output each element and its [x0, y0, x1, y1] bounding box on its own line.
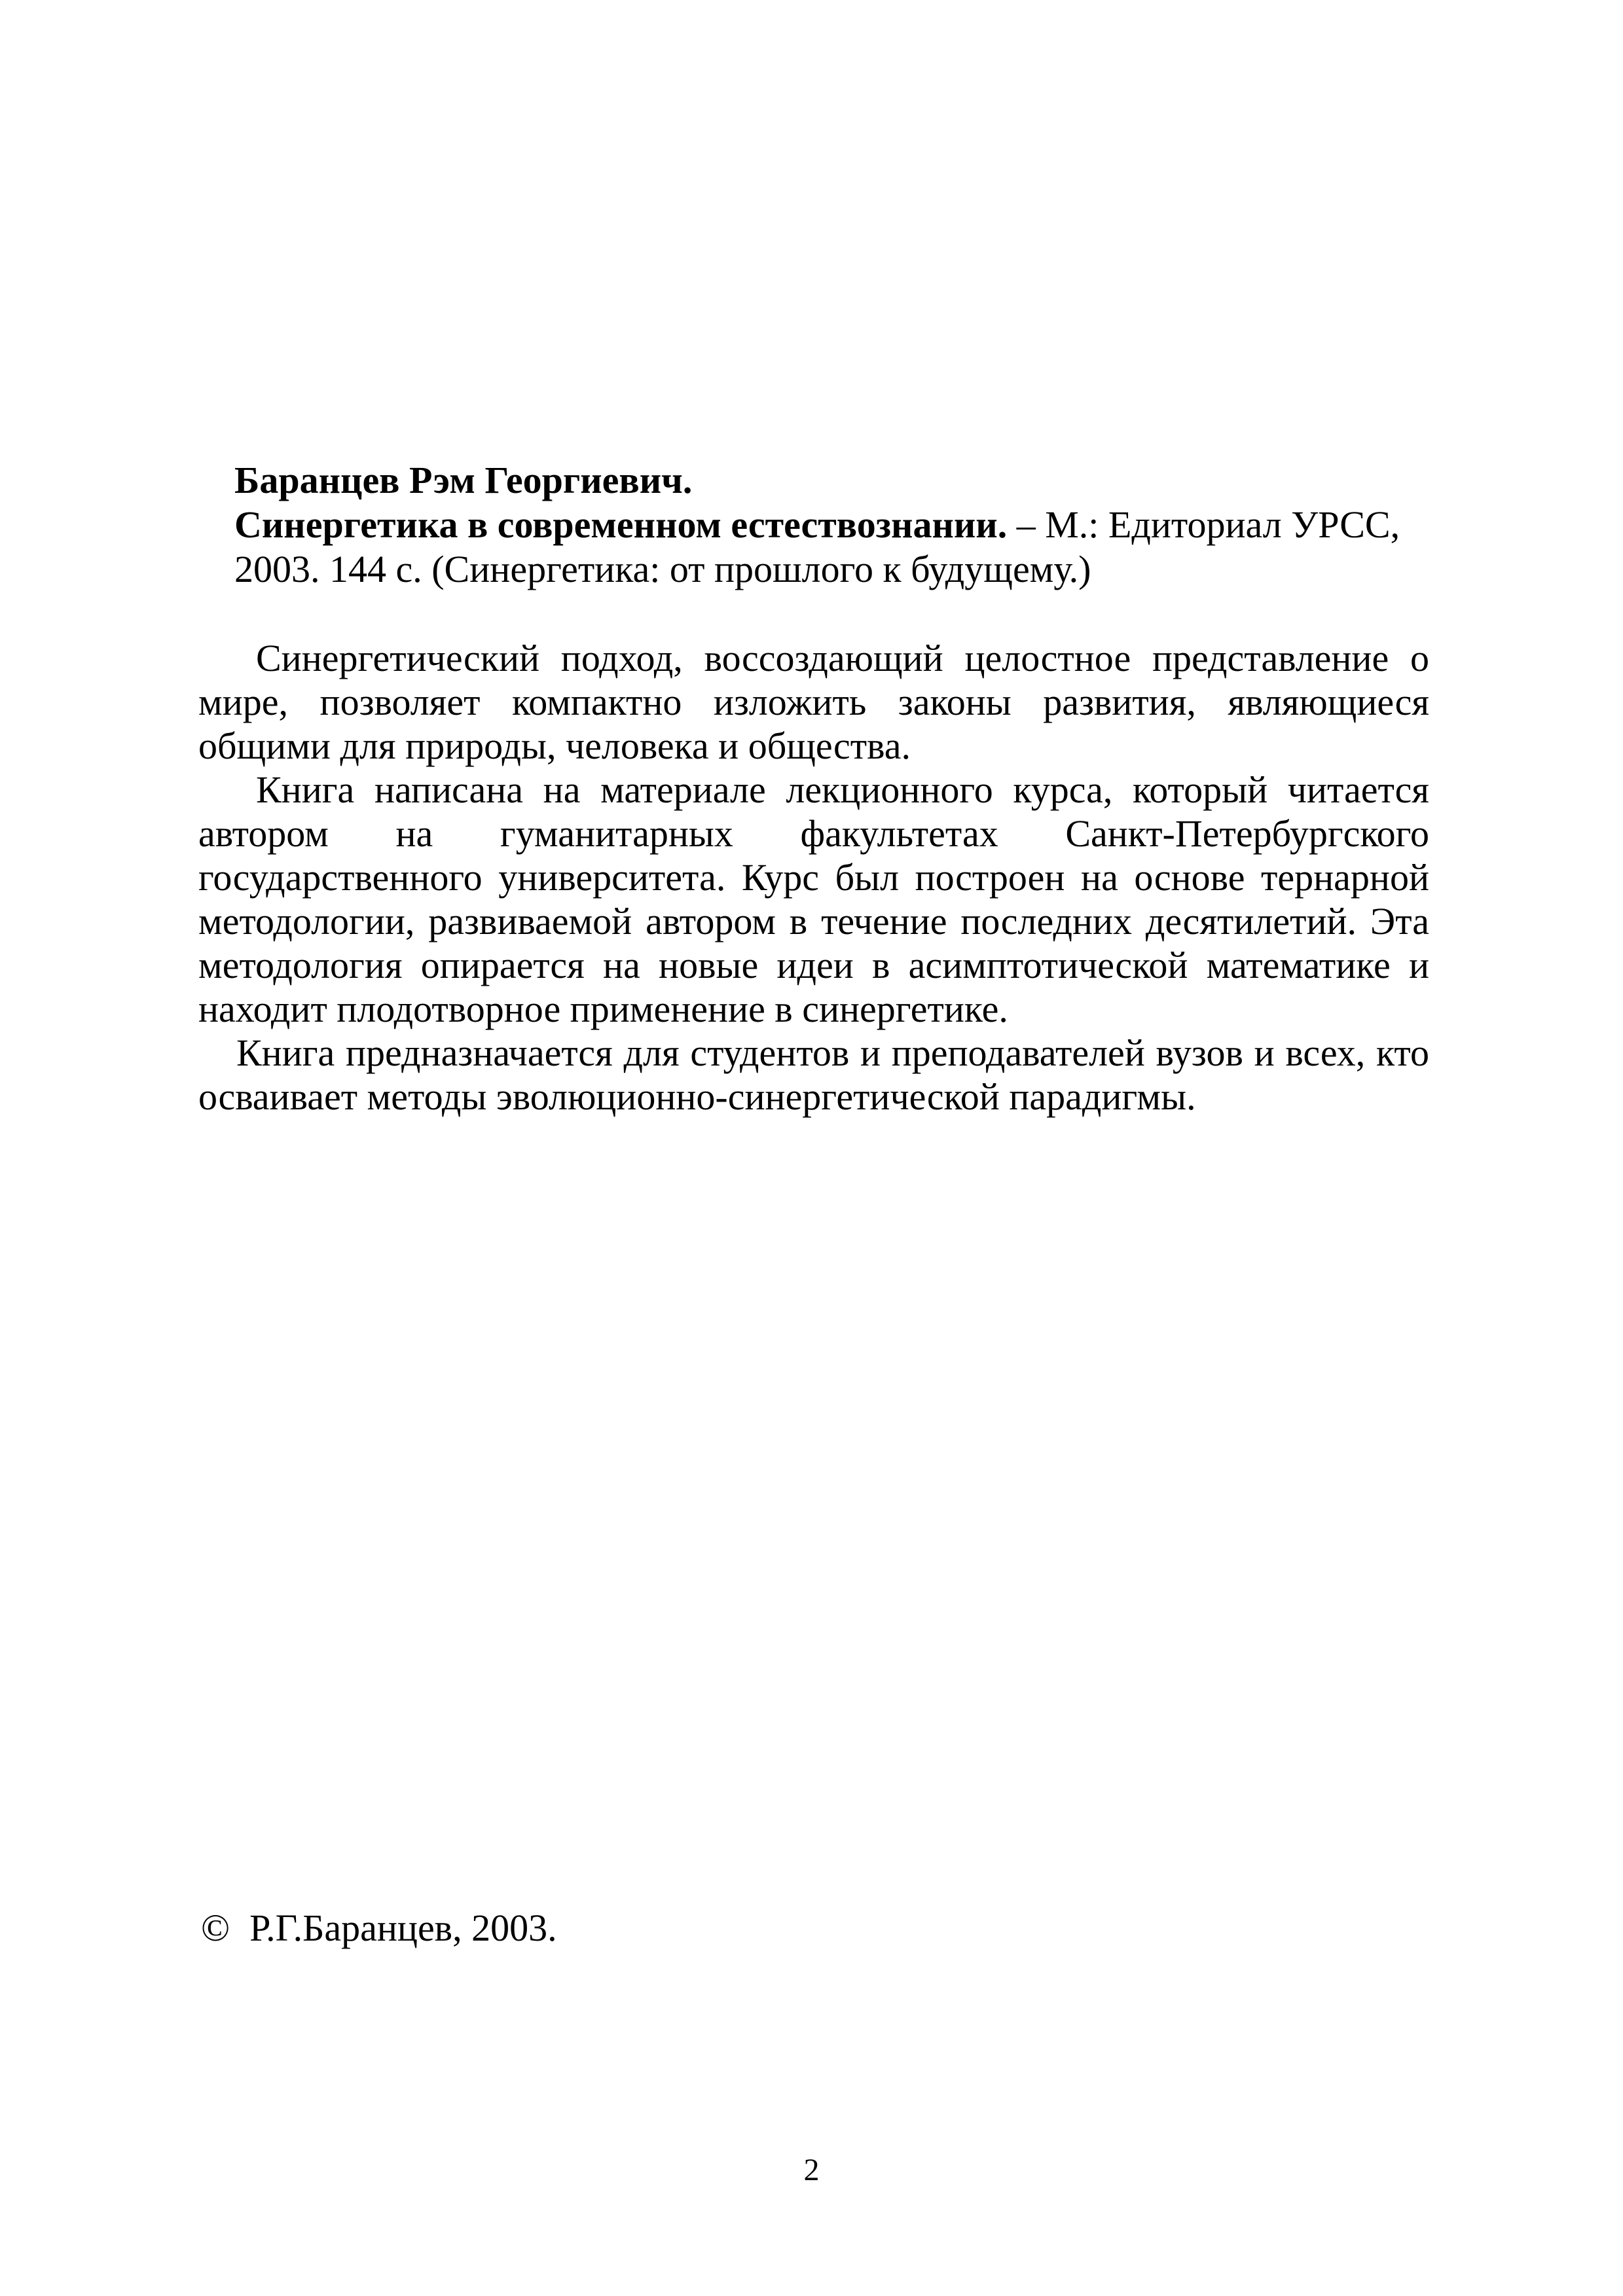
bibliography-publisher: – М.: Едиториал УРСС,	[1007, 503, 1400, 546]
abstract-paragraph-3: Книга предназначается для студентов и преподавателей вузов и всех, кто осваивает методы эволюционно-синергетической парадигмы.	[198, 1031, 1429, 1118]
copyright-icon: ©	[201, 1907, 230, 1949]
abstract-block	[198, 636, 1429, 1119]
page-number: 2	[803, 2153, 820, 2187]
abstract-paragraph-1: Синергетический подход, воссоздающий целостное представление о мире, позволяет компактно изложить законы развития, являющиеся общими для природы, человека и общества.	[198, 637, 1429, 767]
bibliography-details: 2003. 144 с. (Синергетика: от прошлого к будущему.)	[234, 548, 1091, 590]
copyright-line	[201, 1906, 557, 1950]
bibliography-title: Синергетика в современном естествознании.	[234, 503, 1008, 546]
bibliography-block	[234, 458, 1400, 592]
abstract-paragraph-2: Книга написана на материале лекционного курса, который читается автором на гуманитарных факультетах Санкт-Петербургского государственного университета. Курс был построен на основе тернарной методологии, развиваемой автором в течение последних десятилетий. Эта методология опирается на новые идеи в асимптотической математике и находит плодотворное применение в синергетике.	[198, 768, 1429, 1030]
copyright-text: Р.Г.Баранцев, 2003.	[249, 1907, 557, 1949]
bibliography-title-line	[234, 503, 1400, 547]
bibliography-author: Баранцев Рэм Георгиевич.	[234, 459, 693, 501]
